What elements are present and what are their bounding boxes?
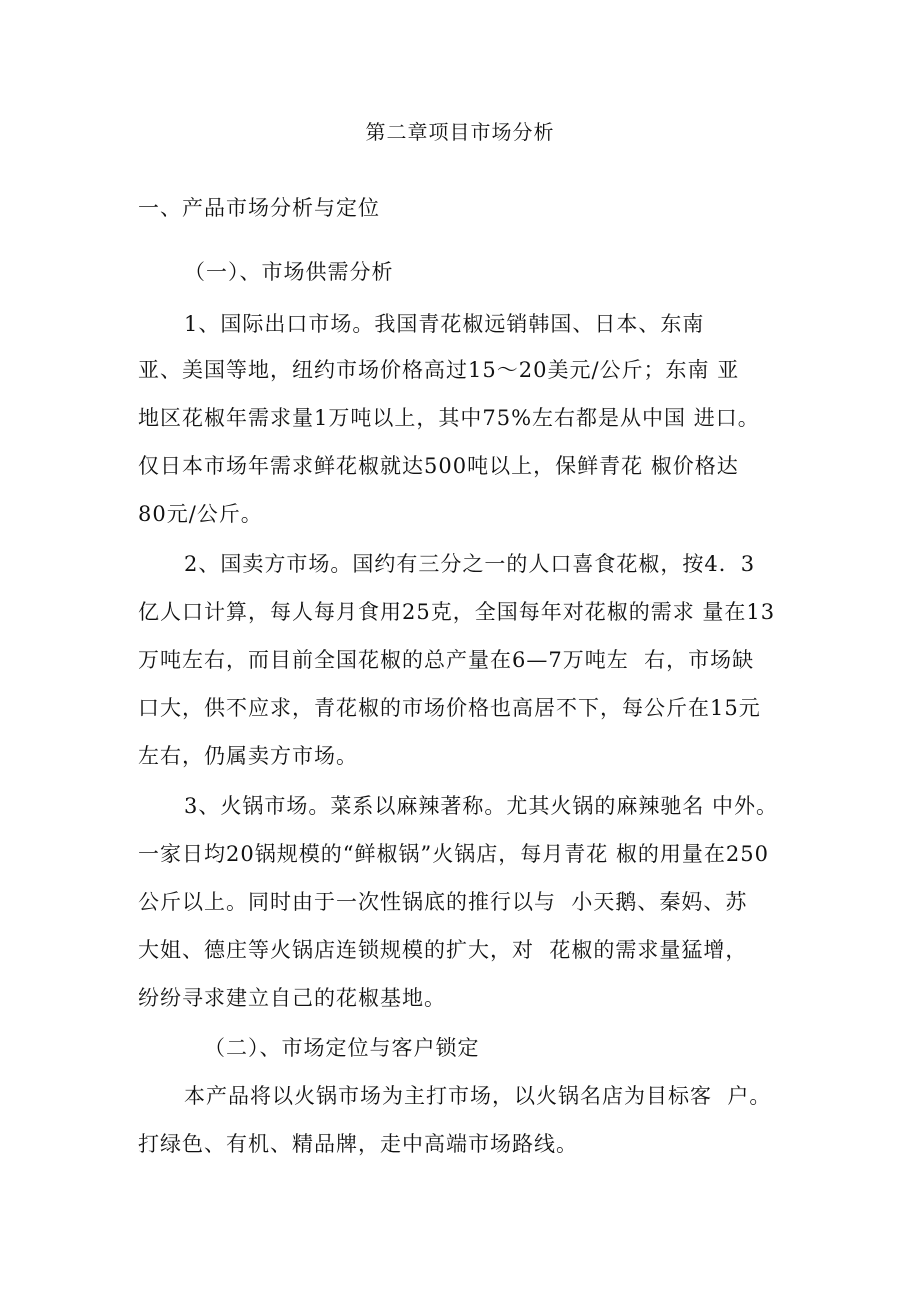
paragraph-line: 大姐、德庄等火锅店连锁规模的扩大，对 花椒的需求量猛增，	[138, 938, 748, 962]
subsection-heading-supply-demand: （一）、市场供需分析	[184, 260, 394, 284]
paragraph-line: 公斤以上。同时由于一次性锅底的推行以与 小天鹅、秦妈、苏	[138, 890, 748, 914]
paragraph-line: 一家日均20锅规模的“鲜椒锅”火锅店，每月青花 椒的用量在250	[138, 842, 769, 866]
paragraph-line: 仅日本市场年需求鲜花椒就达500吨以上，保鲜青花 椒价格达	[138, 454, 739, 478]
subsection-heading-positioning: （二）、市场定位与客户锁定	[204, 1036, 480, 1060]
paragraph-line: 1、国际出口市场。我国青花椒远销韩国、日本、东南	[184, 312, 705, 336]
paragraph-line: 本产品将以火锅市场为主打市场，以火锅名店为目标客 户。	[184, 1084, 772, 1108]
paragraph-line: 3、火锅市场。菜系以麻辣著称。尤其火锅的麻辣驰名 中外。	[184, 794, 779, 818]
chapter-title: 第二章项目市场分析	[365, 120, 555, 144]
paragraph-line: 地区花椒年需求量1万吨以上，其中75%左右都是从中国 进口。	[138, 406, 760, 430]
paragraph-line: 亿人口计算，每人每月食用25克，全国每年对花椒的需求 量在13	[138, 600, 776, 624]
paragraph-line: 打绿色、有机、精品牌，走中高端市场路线。	[138, 1132, 578, 1156]
paragraph-line: 万吨左右，而目前全国花椒的总产量在6—7万吨左 右，市场缺	[138, 648, 755, 672]
paragraph-line: 口大，供不应求，青花椒的市场价格也高居不下，每公斤在15元	[138, 696, 761, 720]
paragraph-line: 左右，仍属卖方市场。	[138, 744, 358, 768]
section-heading: 一、产品市场分析与定位	[138, 196, 380, 220]
paragraph-line: 亚、美国等地，纽约市场价格高过15～20美元/公斤；东南 亚	[138, 358, 740, 382]
paragraph-line: 纷纷寻求建立自己的花椒基地。	[138, 986, 446, 1010]
paragraph-line: 2、国卖方市场。国约有三分之一的人口喜食花椒，按4．3	[184, 552, 756, 576]
paragraph-line: 80元/公斤。	[138, 502, 263, 526]
